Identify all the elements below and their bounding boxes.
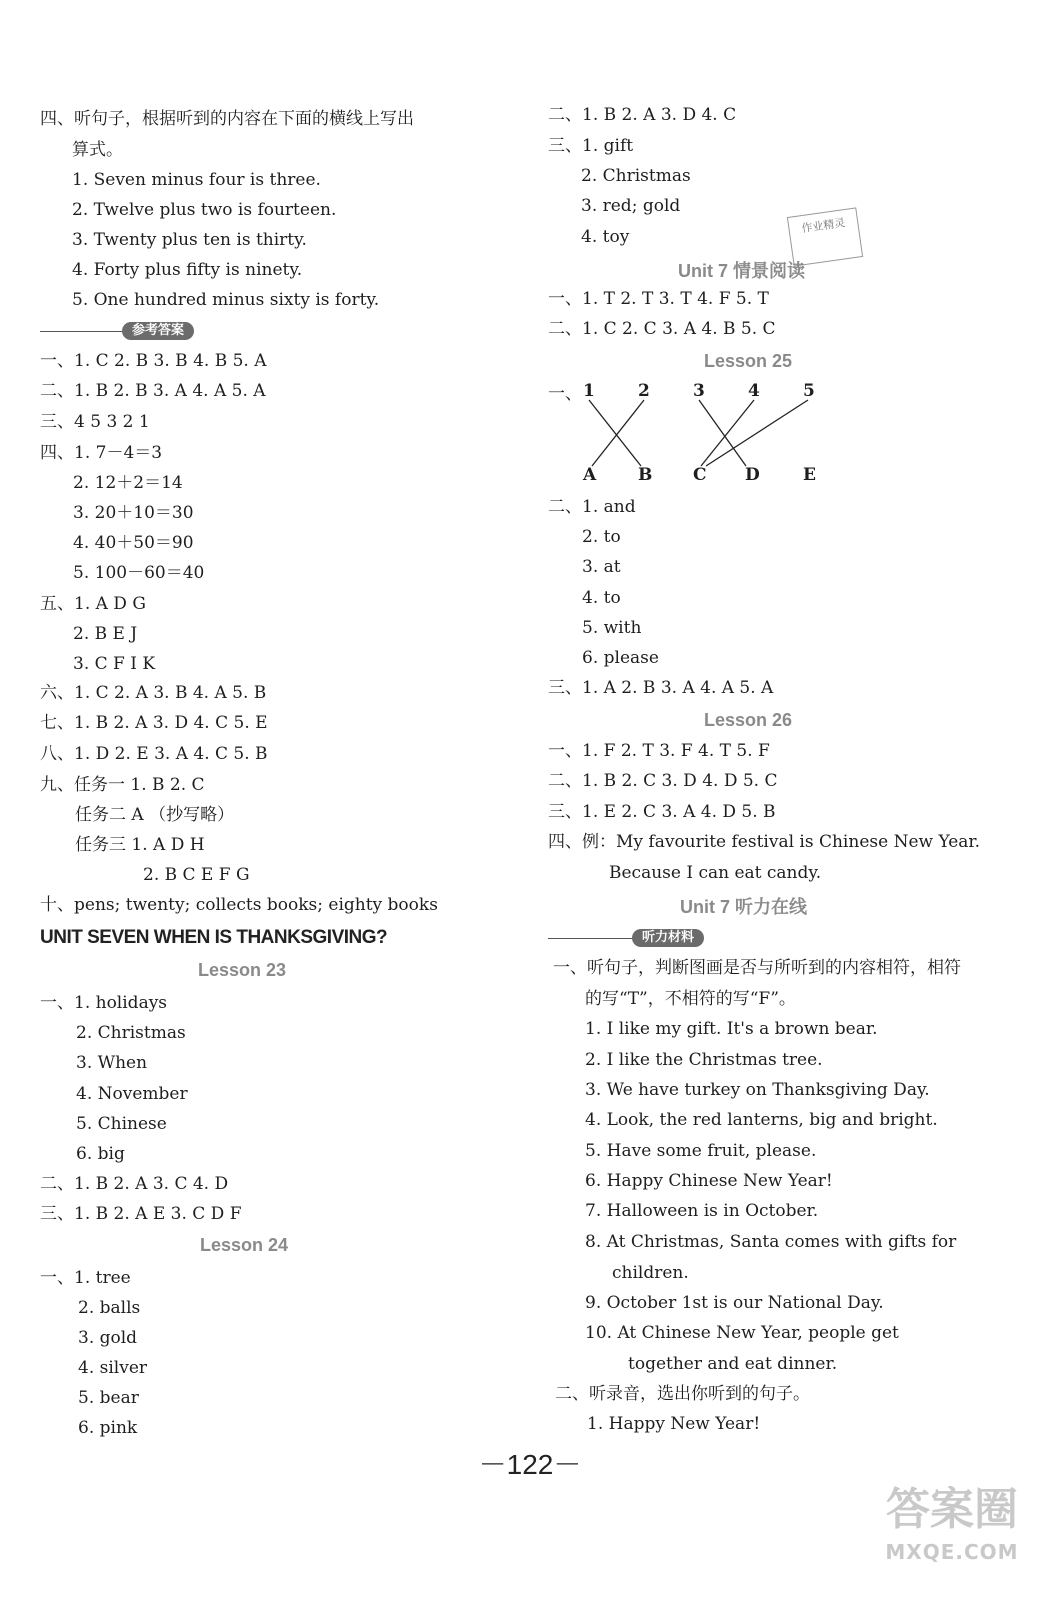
match-line [699,400,746,466]
match-prefix: 一、 [548,384,582,404]
listening2-heading: 二、听录音，选出你听到的句子。 [555,1384,810,1404]
answer-line: 任务三 1. A D H [75,835,205,855]
listening-banner [548,929,718,947]
listening-banner-label: 听力材料 [632,929,704,947]
answer-line: 2. 12＋2＝14 [73,473,183,493]
answer-line: 5. 100－60＝40 [73,563,205,583]
answer-line: 4. silver [78,1358,148,1378]
match-letter: E [803,465,816,485]
listening-item: 2. I like the Christmas tree. [585,1050,823,1070]
answer-line: 2. Christmas [76,1023,186,1043]
listening-item: 4. Look, the red lanterns, big and bright. [585,1110,938,1130]
answer-line: 八、1. D 2. E 3. A 4. C 5. B [40,744,268,764]
listening-heading: 一、听句子，判断图画是否与所听到的内容相符，相符 [553,958,961,978]
listening-item: children. [612,1263,689,1283]
answer-line: 2. balls [78,1298,141,1318]
unit7-listening-title: Unit 7 听力在线 [680,897,808,917]
lesson-25-title: Lesson 25 [704,351,793,371]
answer-line: 二、1. B 2. A 3. C 4. D [40,1174,229,1194]
match-letter: A [583,465,597,485]
match-number: 1 [583,381,595,401]
answer-line: 二、1. B 2. A 3. D 4. C [548,105,737,125]
answer-line: 四、1. 7－4＝3 [40,443,163,463]
watermark-logo [862,1480,1042,1590]
listening-item: 1. Happy New Year! [587,1414,761,1434]
match-number: 4 [748,381,760,401]
answer-line: 六、1. C 2. A 3. B 4. A 5. B [40,683,267,703]
match-number: 2 [638,381,650,401]
match-line [701,400,754,466]
answer-line: 十、pens; twenty; collects books; eighty books [40,895,438,915]
stamp-logo: 作业精灵 [787,207,863,266]
answer-line: 3. at [582,557,621,577]
answer-line: Because I can eat candy. [609,863,822,883]
unit7-reading-title: Unit 7 情景阅读 [678,261,806,281]
answer-line: 2. B E J [73,624,138,644]
listening-item: 3. We have turkey on Thanksgiving Day. [585,1080,930,1100]
answer-line: 二、1. B 2. C 3. D 4. D 5. C [548,771,778,791]
answer-line: 4. to [582,588,621,608]
answer-line: 一、1. holidays [40,993,168,1013]
watermark-text: 答案圈 [886,1484,1018,1535]
page-number: －122－ [478,1449,582,1480]
q4-item: 5. One hundred minus sixty is forty. [72,290,380,310]
answer-line: 一、1. T 2. T 3. T 4. F 5. T [548,289,769,309]
lesson-23-title: Lesson 23 [198,960,287,980]
answer-line: 三、1. gift [548,136,634,156]
q4-heading-cont: 算式。 [72,140,123,160]
match-number: 5 [803,381,815,401]
q4-item: 2. Twelve plus two is fourteen. [72,200,337,220]
listening-item: 1. I like my gift. It's a brown bear. [585,1019,878,1039]
answer-line: 七、1. B 2. A 3. D 4. C 5. E [40,713,268,733]
lesson-26-title: Lesson 26 [704,710,793,730]
match-line [589,400,641,466]
answer-line: 五、1. A D G [40,594,146,614]
answer-line: 九、任务一 1. B 2. C [40,775,205,795]
match-letter: B [638,465,653,485]
answer-banner-label: 参考答案 [122,322,194,340]
listening-item: 10. At Chinese New Year, people get [585,1323,899,1343]
match-line [592,400,644,466]
match-number: 3 [693,381,705,401]
answer-line: 4. 40＋50＝90 [73,533,194,553]
answer-line: 3. gold [78,1328,138,1348]
answer-line: 一、1. C 2. B 3. B 4. B 5. A [40,351,267,371]
answer-line: 四、例：My favourite festival is Chinese New Year. [548,832,981,852]
listening-item: 5. Have some fruit, please. [585,1141,817,1161]
answer-line: 任务二 A （抄写略） [75,805,235,825]
answer-line: 2. Christmas [581,166,691,186]
match-letter: C [693,465,707,485]
answer-line: 三、1. A 2. B 3. A 4. A 5. A [548,678,774,698]
answer-line: 三、1. E 2. C 3. A 4. D 5. B [548,802,776,822]
answer-line: 6. big [76,1144,125,1164]
answer-line: 4. November [76,1084,188,1104]
listening-item: together and eat dinner. [628,1354,838,1374]
listening-item: 9. October 1st is our National Day. [585,1293,884,1313]
match-line [706,400,808,466]
listening-item: 7. Halloween is in October. [585,1201,819,1221]
answer-line: 3. red; gold [581,196,681,216]
answer-line: 2. to [582,527,621,547]
answer-line: 二、1. B 2. B 3. A 4. A 5. A [40,381,266,401]
answer-line: 一、1. tree [40,1268,131,1288]
listening-item: 6. Happy Chinese New Year! [585,1171,833,1191]
listening-item: 8. At Christmas, Santa comes with gifts for [585,1232,957,1252]
answer-line: 5. with [582,618,642,638]
answer-line: 二、1. and [548,497,636,517]
q4-item: 3. Twenty plus ten is thirty. [72,230,307,250]
answer-line: 6. please [582,648,659,668]
answer-line: 5. bear [78,1388,139,1408]
q4-item: 4. Forty plus fifty is ninety. [72,260,303,280]
answer-line: 2. B C E F G [143,865,250,885]
q4-item: 1. Seven minus four is three. [72,170,321,190]
answer-line: 二、1. C 2. C 3. A 4. B 5. C [548,319,776,339]
answer-line: 一、1. F 2. T 3. F 4. T 5. F [548,741,770,761]
answer-line: 4. toy [581,227,630,247]
answer-line: 5. Chinese [76,1114,167,1134]
unit-title: UNIT SEVEN WHEN IS THANKSGIVING? [40,927,388,948]
answer-banner [40,322,205,340]
answer-line: 3. C F I K [73,654,156,674]
q4-heading: 四、听句子，根据听到的内容在下面的横线上写出 [40,109,414,129]
match-letter: D [745,465,760,485]
answer-line: 三、4 5 3 2 1 [40,412,150,432]
answer-line: 6. pink [78,1418,138,1438]
listening-heading-cont: 的写“T”，不相符的写“F”。 [585,989,796,1009]
lesson-24-title: Lesson 24 [200,1235,289,1255]
answer-line: 三、1. B 2. A E 3. C D F [40,1204,242,1224]
answer-line: 3. When [76,1053,148,1073]
answer-line: 3. 20＋10＝30 [73,503,194,523]
watermark-url: MXQE.COM [885,1540,1019,1564]
